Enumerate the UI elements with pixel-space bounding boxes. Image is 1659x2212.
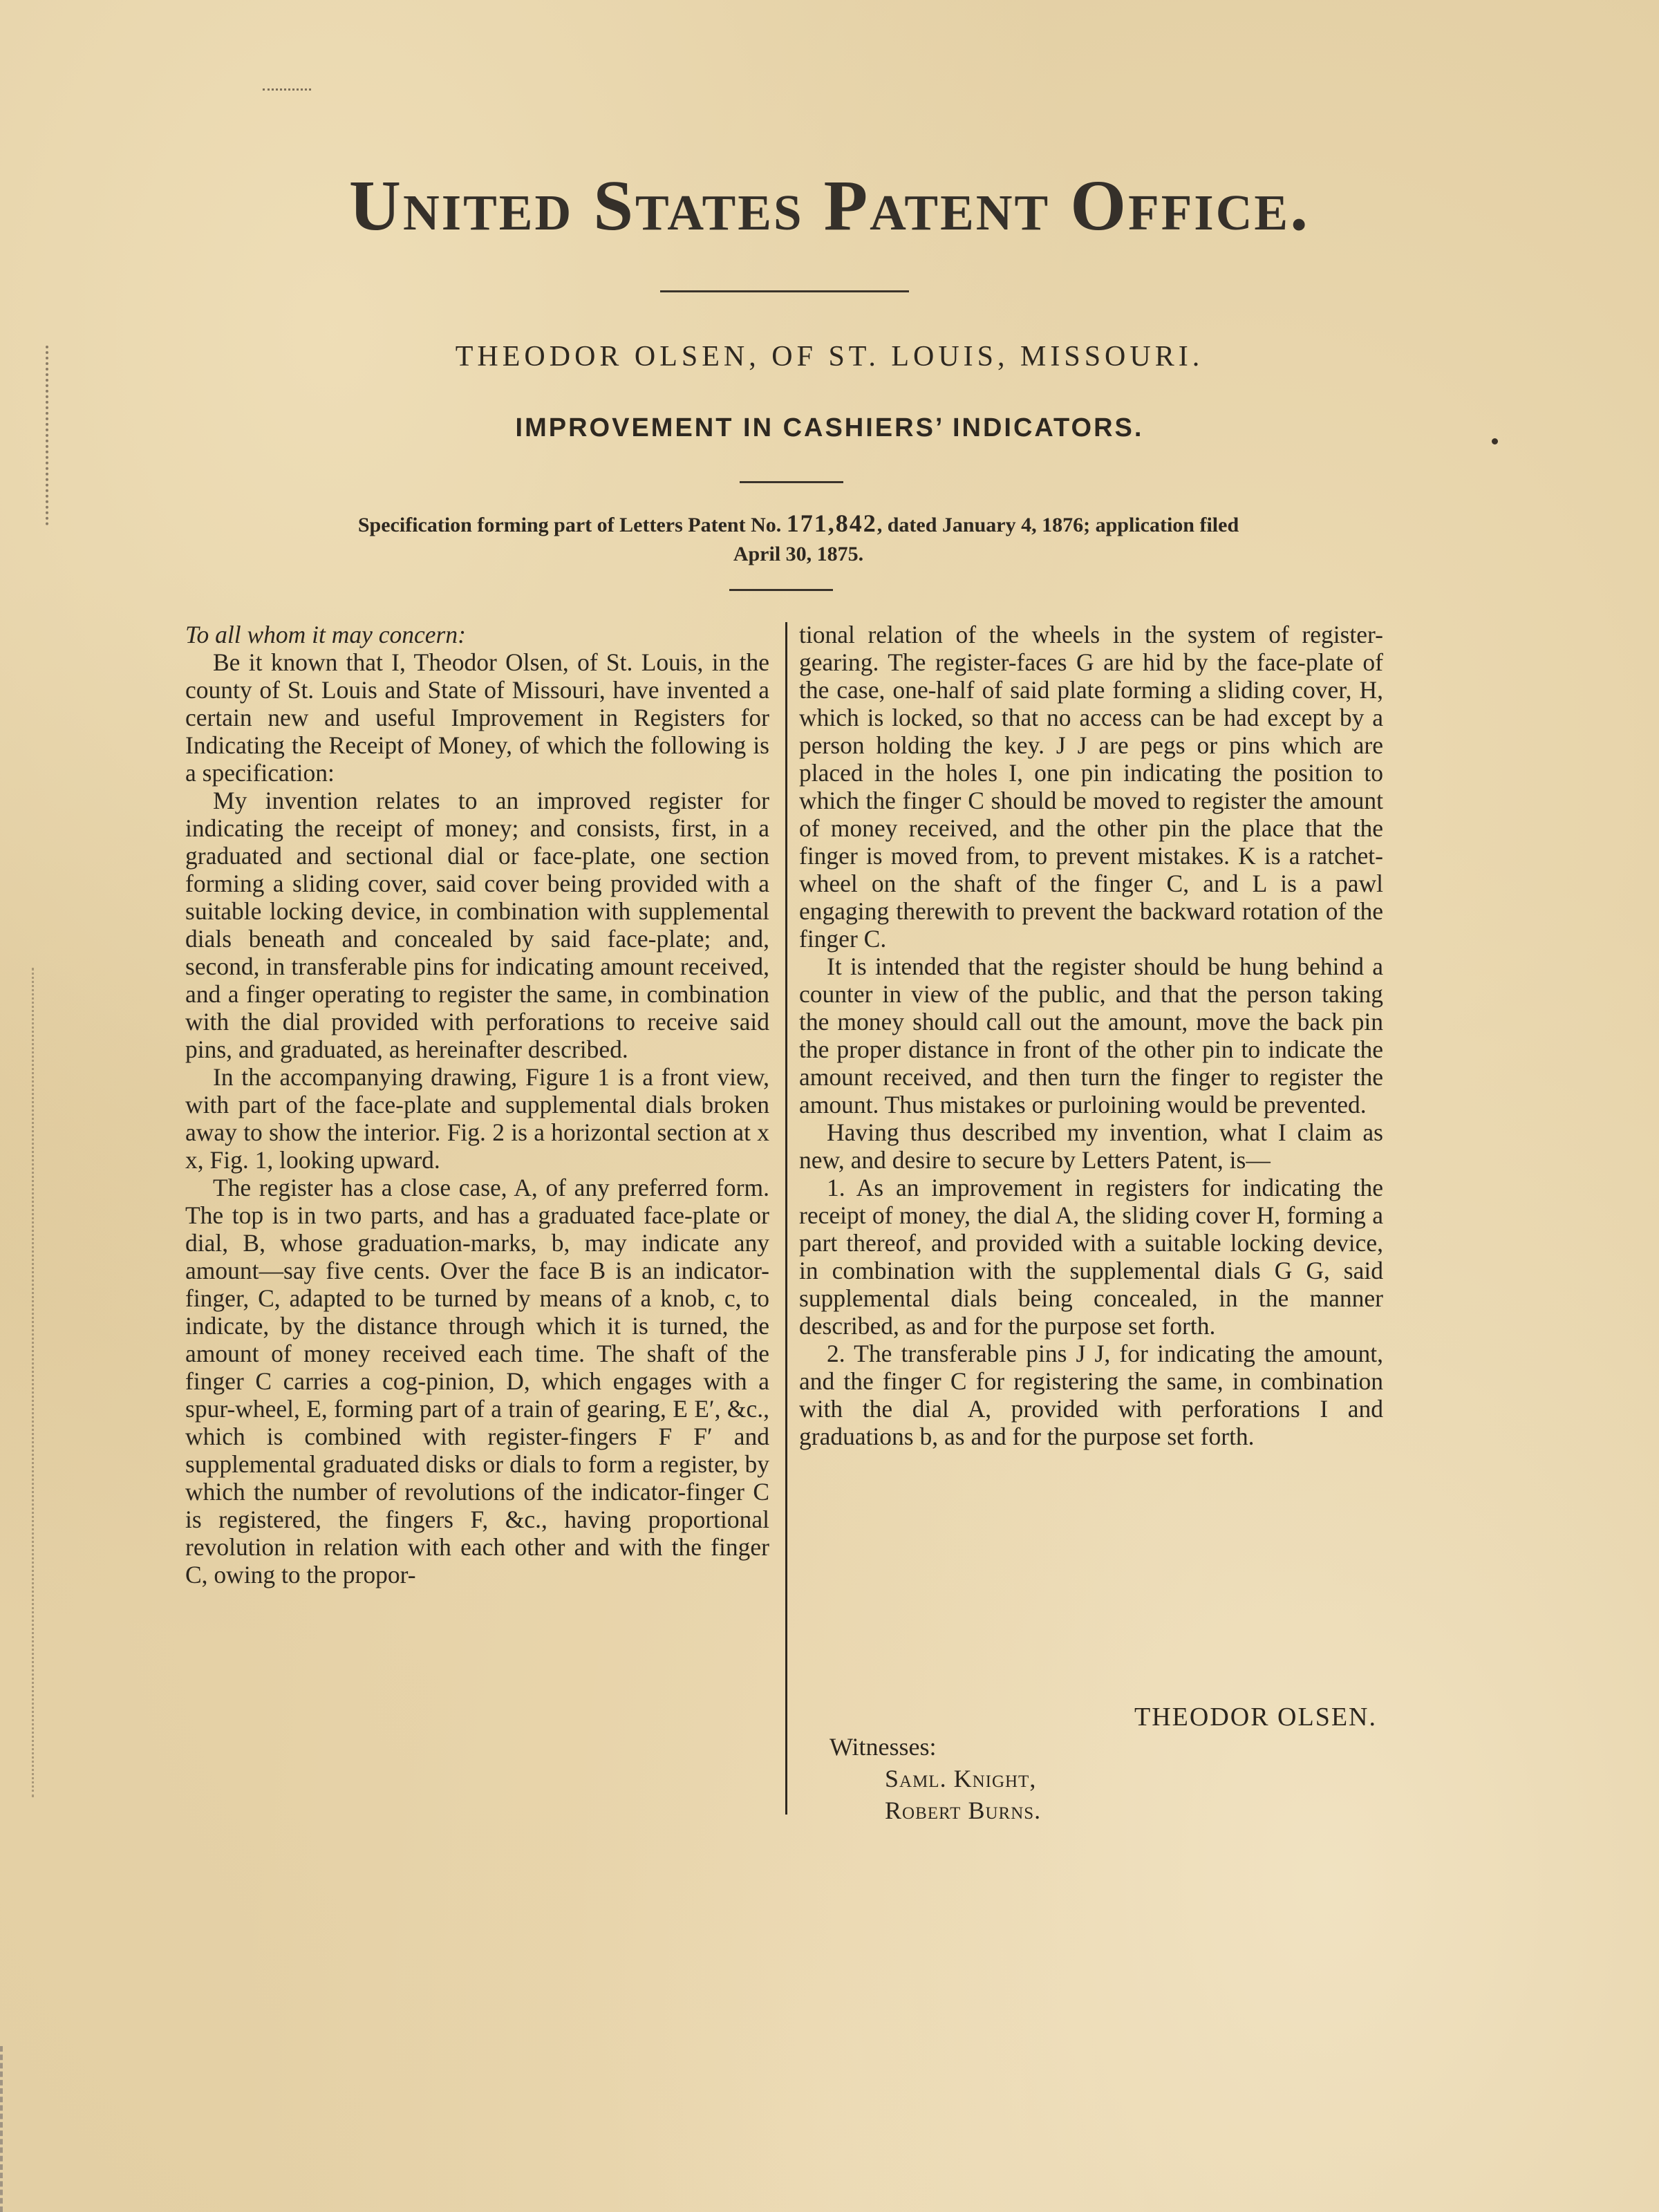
claim-1: 1. As an improvement in registers for indicating the receipt of money, the dial A, the sliding cover H, forming a part thereof, and provided with a suitable locking device, in combination with the supplemental dials G G, said supplemental dials being concealed, in the manner described, as and for the purpose set forth. bbox=[799, 1174, 1383, 1340]
paragraph: tional relation of the wheels in the system of register-gearing. The register-faces G are hid by the face-plate of the case, one-half of said plate forming a sliding cover, H, which is locked, so that no access can be had except by a person holding the key. J J are pegs or pins which are placed in the holes I, one pin indicating the position to which the finger C should be moved to register the amount of money received, and the other pin the place that the finger is moved from, to prevent mistakes. K is a ratchet-wheel on the shaft of the finger C, and L is a pawl engaging therewith to prevent the backward rotation of the finger C. bbox=[799, 621, 1383, 953]
title-rule bbox=[660, 290, 909, 292]
ink-smudge bbox=[263, 77, 311, 91]
claim-2: 2. The transferable pins J J, for indicating the amount, and the finger C for registering the same, in combination with the dial A, provided with perforations I and graduations b, as and for the purpose set forth. bbox=[799, 1340, 1383, 1450]
paragraph: In the accompanying drawing, Figure 1 is a front view, with part of the face-plate and supplemental dials broken away to show the interior. Fig. 2 is a horizontal section at x x, Fig. 1, looking upward. bbox=[185, 1063, 769, 1174]
perforation-marks-lower bbox=[32, 968, 38, 1797]
spec-middle: , dated January 4, 1876; application filed bbox=[877, 514, 1239, 536]
subtitle-rule bbox=[740, 481, 843, 483]
paragraph: My invention relates to an improved register for indicating the receipt of money; and consists, first, in a graduated and sectional dial or face-plate, one section forming a sliding cover, said cover being provided with a suitable locking device, in combination with supplemental dials beneath and concealed by said face-plate; and, second, in transferable pins for indicating amount received, and a finger operating to register the same, in combination with the dial provided with perforations to receive said pins, and graduated, as hereinafter described. bbox=[185, 787, 769, 1063]
witness-name: Robert Burns. bbox=[885, 1797, 1042, 1824]
paragraph: The register has a close case, A, of any preferred form. The top is in two parts, and has a graduated face-plate or dial, B, whose graduation-marks, b, may indicate any amount—say five cents. Over the face B is an indicator-finger, C, adapted to be turned by means of a knob, c, to indicate, by the distance through which it is turned, the amount of money received each time. The shaft of the finger C carries a cog-pinion, D, which engages with a spur-wheel, E, forming part of a train of gearing, E E′, &c., which is combined with register-fingers F F′ and supplemental graduated disks or dials to form a register, by which the number of revolutions of the indicator-finger C is registered, the fingers F, &c., having proportional revolution in relation with each other and with the finger C, owing to the propor- bbox=[185, 1174, 769, 1588]
binding-edge bbox=[0, 2046, 58, 2212]
improvement-title: IMPROVEMENT IN CASHIERS’ INDICATORS. bbox=[515, 413, 1144, 442]
left-column bbox=[185, 621, 769, 1588]
column-divider bbox=[785, 622, 787, 1815]
inventor-signature: THEODOR OLSEN. bbox=[1134, 1703, 1377, 1732]
right-column bbox=[799, 621, 1383, 1450]
paragraph: Be it known that I, Theodor Olsen, of St. Louis, in the county of St. Louis and State of Missouri, have invented a certain new and useful Improvement in Registers for Indicating the Receipt of Money, of which the following is a specification: bbox=[185, 648, 769, 787]
patent-number: 171,842 bbox=[786, 509, 877, 537]
perforation-marks bbox=[46, 346, 53, 525]
spec-rule bbox=[729, 589, 833, 591]
specification-line bbox=[228, 509, 1369, 569]
witness-name: Saml. Knight, bbox=[885, 1765, 1037, 1792]
spec-prefix: Specification forming part of Letters Patent No. bbox=[357, 514, 782, 536]
paragraph: It is intended that the register should be hung behind a counter in view of the public, and that the person taking the money should call out the amount, move the back pin the proper distance in front of the other pin to indicate the amount received, and then turn the finger to register the amount. Thus mistakes or purloining would be prevented. bbox=[799, 953, 1383, 1118]
witnesses-block bbox=[830, 1731, 1041, 1826]
witnesses-label: Witnesses: bbox=[830, 1733, 937, 1761]
paragraph: Having thus described my invention, what I claim as new, and desire to secure by Letters Patent, is— bbox=[799, 1118, 1383, 1174]
office-title: United States Patent Office. bbox=[348, 166, 1311, 245]
filed-date: April 30, 1875. bbox=[733, 543, 864, 565]
inventor-line: THEODOR OLSEN, OF ST. LOUIS, MISSOURI. bbox=[455, 341, 1204, 373]
salutation: To all whom it may concern: bbox=[185, 621, 466, 648]
